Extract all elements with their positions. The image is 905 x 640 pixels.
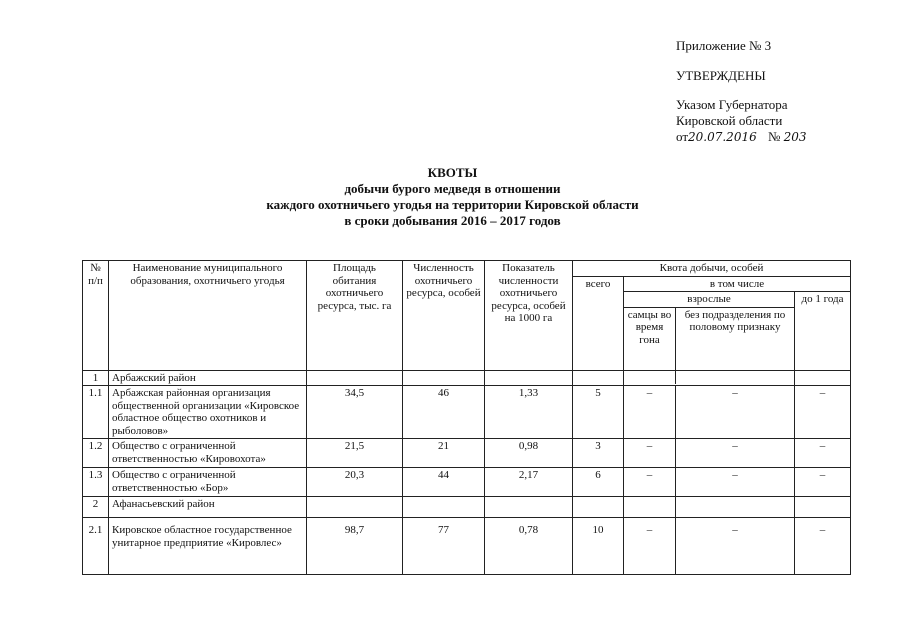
row-females bbox=[624, 371, 676, 384]
decree-line-1: Указом Губернатора bbox=[676, 97, 788, 112]
appendix-label: Приложение № 3 bbox=[676, 38, 772, 53]
row-young: – bbox=[795, 439, 851, 468]
row-num: 1.3 bbox=[83, 468, 109, 497]
row-num: 1 bbox=[83, 370, 109, 386]
row-area: 20,3 bbox=[307, 468, 403, 497]
table-row bbox=[83, 370, 851, 386]
approved-label: УТВЕРЖДЕНЫ bbox=[676, 68, 766, 83]
handwritten-date: 20.07.2016 bbox=[688, 130, 757, 144]
row-count: 21 bbox=[403, 439, 485, 468]
header-total: всего bbox=[573, 276, 624, 370]
doc-subtitle-2: каждого охотничьего угодья на территории Кировской области bbox=[266, 197, 639, 212]
row-name: Кировское областное государственное унитарное предприятие «Кировлес» bbox=[109, 518, 307, 575]
row-num: 1.2 bbox=[83, 439, 109, 468]
row-adults bbox=[624, 468, 795, 497]
header-adults-group bbox=[624, 292, 795, 371]
row-count bbox=[403, 497, 485, 518]
header-adults-sub bbox=[624, 308, 794, 370]
header-females: самцы во время гона bbox=[624, 308, 676, 370]
row-name: Общество с ограниченной ответственностью «Бор» bbox=[109, 468, 307, 497]
row-total bbox=[573, 497, 624, 518]
row-total: 3 bbox=[573, 439, 624, 468]
table-row bbox=[83, 439, 851, 468]
header-row-1 bbox=[83, 261, 851, 277]
row-no-division bbox=[676, 497, 794, 517]
row-adults bbox=[624, 518, 795, 575]
row-total: 10 bbox=[573, 518, 624, 575]
header-young: до 1 года bbox=[795, 292, 851, 371]
row-females: – bbox=[624, 518, 676, 574]
row-females: – bbox=[624, 386, 676, 438]
row-females: – bbox=[624, 439, 676, 467]
row-no-division: – bbox=[732, 524, 738, 536]
from-prefix: от bbox=[676, 129, 689, 144]
row-density: 0,78 bbox=[485, 518, 573, 575]
row-count: 44 bbox=[403, 468, 485, 497]
row-name: Общество с ограниченной ответственностью «Кировохота» bbox=[109, 439, 307, 468]
table-row bbox=[83, 386, 851, 439]
decree-date-line bbox=[676, 129, 807, 145]
table-row bbox=[83, 518, 851, 575]
row-num: 2 bbox=[83, 497, 109, 518]
row-area bbox=[307, 497, 403, 518]
row-young bbox=[795, 497, 851, 518]
header-num: № п/п bbox=[83, 261, 109, 371]
row-name: Афанасьевский район bbox=[109, 497, 307, 518]
header-area: Площадь обитания охотничьего ресурса, тыс. га bbox=[307, 261, 403, 371]
row-area bbox=[307, 370, 403, 386]
row-count: 77 bbox=[403, 518, 485, 575]
row-density: 1,33 bbox=[485, 386, 573, 439]
row-no-division: – bbox=[732, 440, 738, 452]
header-no-division: без подразделения по половому признаку bbox=[684, 308, 786, 333]
row-count bbox=[403, 370, 485, 386]
row-density bbox=[485, 370, 573, 386]
row-young: – bbox=[795, 468, 851, 497]
header-name: Наименование муниципального образования, охотничьего угодья bbox=[109, 261, 307, 371]
handwritten-number: 203 bbox=[783, 130, 807, 144]
row-females: – bbox=[624, 468, 676, 496]
doc-subtitle-1: добычи бурого медведя в отношении bbox=[344, 181, 561, 196]
row-name: Арбажский район bbox=[109, 370, 307, 386]
row-name: Арбажская районная организация общественной организации «Кировское областное общество охотников и рыболовов» bbox=[109, 386, 307, 439]
row-total: 5 bbox=[573, 386, 624, 439]
row-density: 0,98 bbox=[485, 439, 573, 468]
row-density: 2,17 bbox=[485, 468, 573, 497]
row-no-division: – bbox=[732, 469, 738, 481]
row-no-division bbox=[676, 371, 794, 384]
row-total: 6 bbox=[573, 468, 624, 497]
row-adults bbox=[624, 386, 795, 439]
row-adults bbox=[624, 439, 795, 468]
row-count: 46 bbox=[403, 386, 485, 439]
decree-line-2: Кировской области bbox=[676, 113, 783, 128]
number-sign: № bbox=[767, 129, 781, 144]
header-quota: Квота добычи, особей bbox=[573, 261, 851, 277]
row-young bbox=[795, 370, 851, 386]
header-including: в том числе bbox=[624, 276, 851, 292]
doc-subtitle-3: в сроки добывания 2016 – 2017 годов bbox=[344, 213, 561, 228]
row-num: 2.1 bbox=[83, 518, 109, 575]
table-row bbox=[83, 468, 851, 497]
row-young: – bbox=[795, 518, 851, 575]
header-count: Численность охотничьего ресурса, особей bbox=[403, 261, 485, 371]
row-adults bbox=[624, 370, 795, 386]
quota-table bbox=[82, 260, 851, 575]
row-total bbox=[573, 370, 624, 386]
doc-title: КВОТЫ bbox=[427, 165, 478, 180]
row-num: 1.1 bbox=[83, 386, 109, 439]
row-area: 34,5 bbox=[307, 386, 403, 439]
row-area: 21,5 bbox=[307, 439, 403, 468]
row-adults bbox=[624, 497, 795, 518]
row-young: – bbox=[795, 386, 851, 439]
row-females bbox=[624, 497, 676, 517]
table-row bbox=[83, 497, 851, 518]
row-no-division: – bbox=[732, 387, 738, 399]
row-density bbox=[485, 497, 573, 518]
row-area: 98,7 bbox=[307, 518, 403, 575]
header-density: Показатель численности охотничьего ресурса, особей на 1000 га bbox=[485, 261, 573, 371]
header-adults: взрослые bbox=[624, 292, 794, 308]
